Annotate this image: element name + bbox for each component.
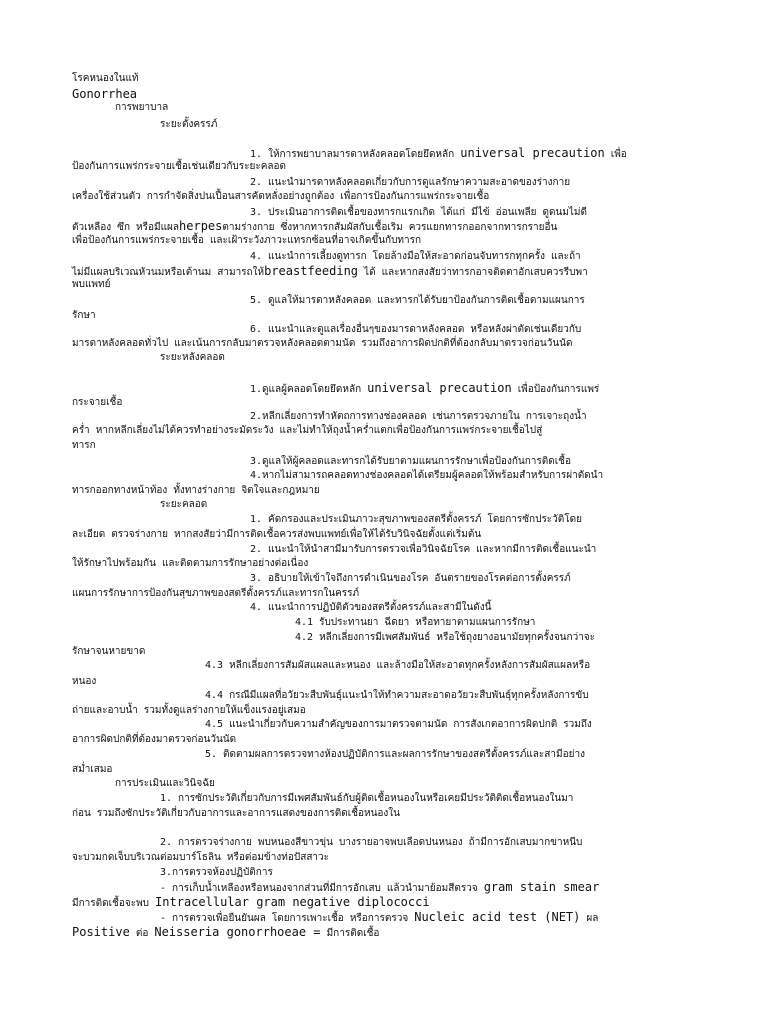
paragraph-line: แผนการรักษาการป้องกันสุขภาพของสตรีตั้งครรภ์และทารกในครรภ์	[72, 588, 360, 599]
paragraph-line: 4.หากไม่สามารถคลอดทางช่องคลอดได้เตรียมผู้คลอดให้พร้อมสำหรับการผ่าตัดนำ	[250, 470, 604, 481]
paragraph-line: ละเอียด ตรวจร่างกาย หากสงสัยว่ามีการติดเชื้อควรส่งพบแพทย์เพื่อให้ได้รับวินิจฉัยตั้งแต่เริ่มต้น	[72, 529, 482, 540]
paragraph-line: 3.การตรวจห้องปฏิบัติการ	[160, 867, 273, 878]
paragraph-line: 5. ติดตามผลการตรวจทางห้องปฏิบัติการและผลการรักษาของสตรีตั้งครรภ์และสามีอย่าง	[205, 749, 585, 760]
english-term: universal precaution	[367, 381, 512, 395]
paragraph-line: รักษา	[72, 310, 96, 321]
paragraph-line: 4.2 หลีกเลี่ยงการมีเพศสัมพันธ์ หรือใช้ถุงยางอนามัยทุกครั้งจนกว่าจะ	[295, 632, 596, 643]
paragraph-line	[250, 381, 599, 397]
paragraph-line	[250, 146, 627, 162]
section-heading-nursing: การพยาบาล	[115, 102, 169, 113]
paragraph-line: ถ่ายและอาบน้ำ รวมทั้งดูแลร่างกายให้แข็งแรงอยู่เสมอ	[72, 705, 306, 716]
paragraph-line: พบแพทย์	[72, 279, 111, 290]
thai-text: มีการติดเชื้อจะพบ	[72, 898, 150, 909]
english-term: Nucleic acid test (NET)	[414, 910, 581, 924]
thai-text: ไม่มีแผลบริเวณหัวนมหรือเต้านม สามารถให้	[72, 267, 265, 278]
paragraph-line: ทารก	[72, 440, 96, 451]
english-term: Intracellular gram negative diplococci	[155, 895, 430, 909]
paragraph-line: 4.3 หลีกเลี่ยงการสัมผัสแผลและหนอง และล้างมือให้สะอาดทุกครั้งหลังการสัมผัสแผลหรือ	[205, 660, 591, 671]
thai-text: ตัวเหลือง ซึก หรือมีแผล	[72, 222, 180, 233]
paragraph-line	[72, 219, 557, 235]
paragraph-line: ป้องกันการแพร่กระจายเชื้อเช่นเดียวกับระยะคลอด	[72, 161, 287, 172]
paragraph-line: หนอง	[72, 676, 97, 687]
paragraph-line: 3. ประเมินอาการติดเชื้อของทารกแรกเกิด ได้แก่ มีไข้ อ่อนเพลีย ดูดนมไม่ดี	[250, 207, 587, 218]
thai-text: - การเก็บน้ำเหลืองหรือหนองจากส่วนที่มีการอักเสบ แล้วนำมาย้อมสีตรวจ	[160, 883, 478, 894]
thai-text: ตามร่างกาย ซึ่งหากทารกสัมผัสกับเชื้อเริม ควรแยกทารกออกจากทารกรายอื่น	[222, 222, 558, 233]
paragraph-line: 2. แนะนำให้นำสามีมารับการตรวจเพื่อวินิจฉัยโรค และหากมีการติดเชื้อแนะนำ	[250, 544, 597, 555]
paragraph-line: จะบวมกดเจ็บบริเวณต่อมบาร์โธลิน หรือต่อมข้างท่อปัสสาวะ	[72, 852, 330, 863]
paragraph-line: 3.ดูแลให้ผู้คลอดและทารกได้รับยาตามแผนการรักษาเพื่อป้องกันการติดเชื้อ	[250, 456, 571, 467]
paragraph-line: 3. อธิบายให้เข้าใจถึงการดำเนินของโรค อันตรายของโรคต่อการตั้งครรภ์	[250, 573, 571, 584]
paragraph-line: เครื่องใช้ส่วนตัว การกำจัดสิ่งปนเปื้อนสารคัดหลั่งอย่างถูกต้อง เพื่อการป้องกันการแพร่กระจายเชื้อ	[72, 191, 490, 202]
thai-text: ต่อ	[135, 928, 149, 939]
paragraph-line: 6. แนะนำและดูแลเรื่องอื่นๆของมารดาหลังคลอด หรือหลังผ่าตัดเช่นเดียวกับ	[250, 324, 582, 335]
thai-text: เพื่อป้องกันการแพร่	[517, 384, 600, 395]
english-term: herpes	[179, 219, 223, 233]
paragraph-line: 1. คัดกรองและประเมินภาวะสุขภาพของสตรีตั้งครรภ์ โดยการซักประวัติโดย	[250, 514, 583, 525]
document-title-english: Gonorrhea	[72, 87, 138, 101]
section-heading-assessment: การประเมินและวินิจฉัย	[115, 778, 215, 789]
paragraph-line: รักษาจนหายขาด	[72, 646, 146, 657]
english-term: universal precaution	[460, 146, 605, 160]
document-title-thai: โรคหนองในแท้	[72, 73, 139, 84]
phase-heading-labor: ระยะคลอด	[160, 499, 208, 510]
english-term: Neisseria gonorrhoeae =	[154, 925, 321, 939]
phase-heading-pregnancy: ระยะตั้งครรภ์	[160, 119, 218, 130]
thai-text: มีการติดเชื้อ	[326, 928, 380, 939]
paragraph-line: ให้รักษาไปพร้อมกัน และติดตามการรักษาอย่างต่อเนื่อง	[72, 558, 309, 569]
paragraph-line: 2. แนะนำมารดาหลังคลอดเกี่ยวกับการดูแลรักษาความสะอาดของร่างกาย	[250, 177, 571, 188]
paragraph-line	[72, 264, 588, 280]
paragraph-line: มารดาหลังคลอดทั่วไป และเน้นการกลับมาตรวจหลังคลอดตามนัด รวมถึงอาการผิดปกติที่ต้องกลับมาตรวจก่อนวันนัด	[72, 338, 573, 349]
paragraph-line: 4. แนะนำการปฏิบัติตัวของสตรีตั้งครรภ์และสามีในดังนี้	[250, 602, 492, 613]
thai-text: 1.ดูแลผู้คลอดโดยยึดหลัก	[250, 384, 362, 395]
paragraph-line: 4.5 แนะนำเกี่ยวกับความสำคัญของการมาตรวจตามนัด การสังเกตอาการผิดปกติ รวมถึง	[205, 719, 592, 730]
paragraph-line	[72, 895, 430, 911]
paragraph-line	[160, 880, 599, 896]
thai-text: ได้ และหากสงสัยว่าทารกอาจติดตาอักเสบควรรีบพา	[364, 267, 588, 278]
paragraph-line: ก่อน รวมถึงซักประวัติเกี่ยวกับอาการและอาการแสดงของการติดเชื้อหนองใน	[72, 808, 401, 819]
english-term: breastfeeding	[264, 264, 359, 278]
thai-text: ให้การพยาบาลมารดาหลังคลอดโดยยึดหลัก	[268, 149, 455, 160]
item-number: 1.	[250, 149, 263, 160]
paragraph-line: ทารกออกทางหน้าท้อง ทั้งทางร่างกาย จิตใจและกฎหมาย	[72, 485, 320, 496]
paragraph-line: 1. การซักประวัติเกี่ยวกับการมีเพศสัมพันธ์กับผู้ติดเชื้อหนองในหรือเคยมีประวัติติดเชื้อหนองในมา	[160, 793, 574, 804]
english-term: Positive	[72, 925, 130, 939]
thai-text: ผล	[586, 913, 599, 924]
paragraph-line: กระจายเชื้อ	[72, 397, 123, 408]
thai-text: - การตรวจเพื่อยืนยันผล โดยการเพาะเชื้อ หรือการตรวจ	[160, 913, 409, 924]
paragraph-line: คร่ำ หากหลีกเลี่ยงไม่ได้ควรทำอย่างระมัดระวัง และไม่ทำให้ถุงน้ำคร่ำแตกเพื่อป้องกันการแพร่กระจายเชื้อไปสู่	[72, 425, 543, 436]
phase-heading-postpartum: ระยะหลังคลอด	[160, 352, 225, 363]
paragraph-line: 4.1 รับประทานยา ฉีดยา หรือทายาตามแผนการรักษา	[295, 617, 536, 628]
paragraph-line: 4. แนะนำการเลี้ยงดูทารก โดยล้างมือให้สะอาดก่อนจับทารกทุกครั้ง และถ้า	[250, 251, 581, 262]
paragraph-line: 5. ดูแลให้มารดาหลังคลอด และทารกได้รับยาป้องกันการติดเชื้อตามแผนการ	[250, 295, 585, 306]
thai-text: เพื่อ	[610, 149, 627, 160]
paragraph-line: 4.4 กรณีมีแผลที่อวัยวะสืบพันธุ์แนะนำให้ทำความสะอาดอวัยวะสืบพันธุ์ทุกครั้งหลังการขับ	[205, 690, 589, 701]
paragraph-line	[160, 910, 598, 926]
paragraph-line: อาการผิดปกติที่ต้องมาตรวจก่อนวันนัด	[72, 734, 237, 745]
paragraph-line: สม่ำเสมอ	[72, 764, 113, 775]
paragraph-line: 2. การตรวจร่างกาย พบหนองสีขาวขุ่น บางรายอาจพบเลือดปนหนอง ถ้ามีการอักเสบมากขาหนีบ	[160, 837, 583, 848]
paragraph-line: 2.หลีกเลี่ยงการทำหัตถการทางช่องคลอด เช่นการตรวจภายใน การเจาะถุงน้ำ	[250, 411, 587, 422]
paragraph-line: เพื่อป้องกันการแพร่กระจายเชื้อ และเฝ้าระวังภาวะแทรกซ้อนที่อาจเกิดขึ้นกับทารก	[72, 235, 422, 246]
paragraph-line	[72, 925, 379, 941]
english-term: gram stain smear	[483, 880, 600, 894]
